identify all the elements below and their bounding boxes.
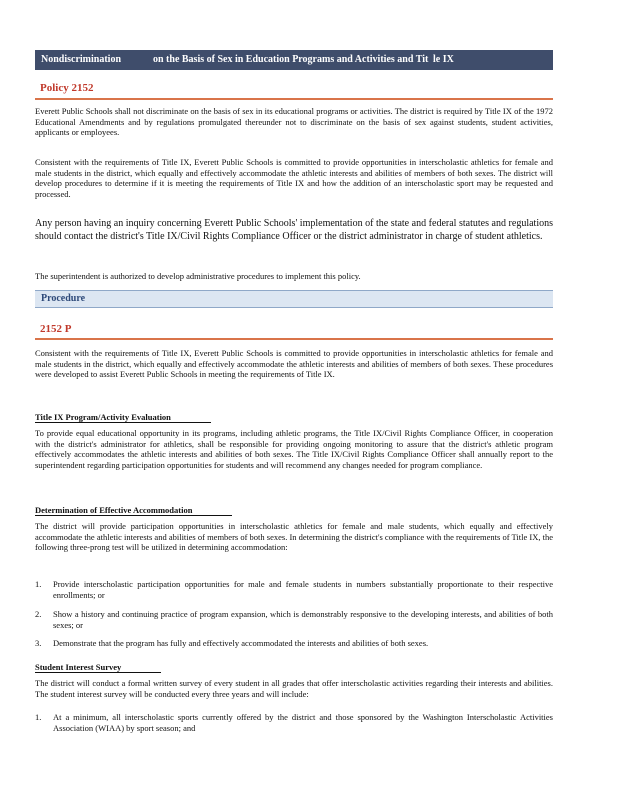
section-text-accommodation: The district will provide participation opportunities in interscholastic athletics for female and male students, which equally and effectively accommodate the athletic interests and abilities of members of both sexes. In determining the district's compliance with the requirements of Title IX, the following three-prong test will be utilized in determining accommodation:	[35, 521, 554, 553]
list-text: Provide interscholastic participation opportunities for male and female students in numbers substantially proportionate to their respective enrollments; or	[53, 579, 553, 600]
title-part-1: Nondiscrimination	[41, 54, 122, 65]
policy-paragraph-2: Consistent with the requirements of Title IX, Everett Public Schools is committed to provide opportunities in interscholastic athletics for female and male students in the district, which equally and effectively accommodate the athletic interests and abilities of members of both sexes. The district will develop procedures to determine if it is meeting the requirements of Title IX and how the addition of an interscholastic sport may be requested and processed.	[35, 157, 553, 199]
list-number: 1.	[35, 579, 42, 589]
policy-paragraph-1: Everett Public Schools shall not discriminate on the basis of sex in its educational programs or activities. The district is required by Title IX of the 1972 Educational Amendments and by regulations promulgated thereunder not to discriminate on the basis of sex against students, student activities, applicants or employees.	[35, 106, 553, 138]
policy-heading: Policy 2152	[40, 82, 94, 94]
procedure-code: 2152 P	[40, 323, 72, 335]
list-text: Show a history and continuing practice of program expansion, which is demonstrably responsive to the developing interests, and abilities of both sexes; or	[53, 609, 553, 630]
policy-paragraph-3: Any person having an inquiry concerning Everett Public Schools' implementation of the state and federal statutes and regulations should contact the district's Title IX/Civil Rights Compliance Officer or the district administrator in charge of student athletics.	[35, 218, 553, 242]
list-text: Demonstrate that the program has fully and effectively accommodated the interests and abilities of both sexes.	[53, 638, 429, 648]
policy-paragraph-4: The superintendent is authorized to develop administrative procedures to implement this policy.	[35, 271, 361, 281]
list-number: 2.	[35, 609, 42, 619]
title-part-2: on the Basis of Sex in Education Programs and Activities and Tit	[153, 54, 429, 65]
list-text: At a minimum, all interscholastic sports currently offered by the district and those sponsored by the Washington Interscholastic Activities Association (WIAA) by sport season; and	[53, 712, 553, 733]
list-number: 3.	[35, 638, 42, 648]
section-heading-evaluation: Title IX Program/Activity Evaluation	[35, 412, 211, 423]
policy-divider	[35, 98, 553, 100]
section-heading-survey: Student Interest Survey	[35, 662, 161, 673]
procedure-intro: Consistent with the requirements of Title IX, Everett Public Schools is committed to provide opportunities in interscholastic athletics for female and male students in the district, which equally and effectively accommodate the athletic interests and abilities of members of both sexes. These procedures were developed to assist Everett Public Schools in meeting the requirements of Title IX.	[35, 348, 553, 380]
section-text-evaluation: To provide equal educational opportunity in its programs, including athletic programs, the Title IX/Civil Rights Compliance Officer, in cooperation with the district's administrator for athletics, shall be responsible for providing ongoing monitoring to assure that the district's athletic program effectively accommodates the athletic interests and abilities of both sexes. The Title IX/Civil Rights Compliance Officer shall annually report to the superintendent regarding participation opportunities for students and will recommend any changes needed for program compliance.	[35, 428, 553, 470]
procedure-bar: Procedure	[35, 290, 553, 308]
section-heading-accommodation: Determination of Effective Accommodation	[35, 505, 232, 516]
document-title-bar	[35, 50, 553, 70]
list-number: 1.	[35, 712, 42, 722]
section-text-survey: The district will conduct a formal written survey of every student in all grades that offer interscholastic activities regarding their interests and abilities. The student interest survey will be conducted every three years and will include:	[35, 678, 553, 699]
title-part-3: le IX	[433, 54, 454, 65]
procedure-divider	[35, 338, 553, 340]
